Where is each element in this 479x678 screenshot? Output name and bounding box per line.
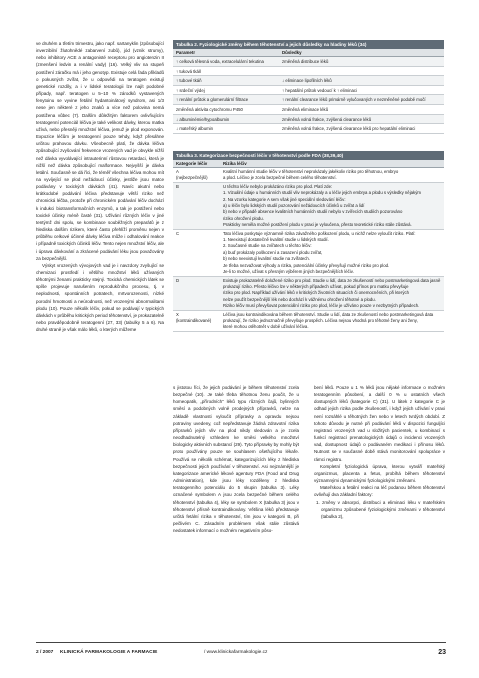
- table-row: [173, 183, 444, 230]
- risk-line: 2. Současné studie na zvířatech u těchto léčiv:: [223, 243, 312, 249]
- category-label: B: [176, 183, 179, 189]
- table-cell: změněná aktivita cytochromu P450: [176, 106, 243, 112]
- category-label: D: [176, 277, 180, 283]
- risk-line: Léčiva jsou kontraindikována během těhotenství. Studie u lidí, data ze zkušeností nebo postmarketingová data: [223, 311, 434, 317]
- footer-issue: 2 / 2007: [36, 650, 54, 655]
- risk-cell: [220, 277, 444, 310]
- risk-line: U těchto léčiv nebylo prokázáno riziko pro plod. Platí zde:: [223, 183, 333, 189]
- risk-line: 1. Vizuální údaje u humánních studií vliv neprokázaly a u léčiv jejich embrya a plodu s výsledky nějakým: [223, 190, 421, 196]
- risk-line: b) nebo neexistují kvalitní studie na zvířatech.: [223, 256, 310, 262]
- table-cell: ↓ mateřský albumin: [176, 126, 214, 132]
- risk-cell: [220, 311, 444, 331]
- right-paragraph-2: Kompletní fyziologická úprava, kterou vytváří mateřský organizmus, placenta a fetus, probíhá během těhotenství významnými dynamickými fyziologickými změnami.: [314, 463, 445, 484]
- table-row: [173, 86, 444, 96]
- footer-journal-title: KLINICKÁ FARMAKOLOGIE A FARMACIE: [60, 650, 158, 655]
- table-2-body: [173, 57, 444, 134]
- table-3-title: Tabulka 3. Kategorizace bezpečnosti léčiv v těhotenství podle FDA (38,39,40): [173, 151, 444, 160]
- table-2-physiological-changes: [173, 40, 444, 146]
- risk-line: Je-li to možné, užívat s přesným výběrem jiných bezpečnějších léčiv.: [223, 269, 354, 275]
- category-label: (kontraindikované): [176, 317, 212, 323]
- table-3-fda-categories: [173, 151, 444, 377]
- footer-website-link[interactable]: / www.klinickafarmakologie.cz: [204, 650, 268, 655]
- table-row: [173, 311, 444, 332]
- category-cell: [173, 168, 220, 182]
- table-2-header-consequences: Důsledky: [282, 50, 302, 55]
- table-cell: ↑ hepatální průtok vedoucí k ↑ eliminaci: [282, 87, 357, 93]
- table-2-header-parameter: Parametr: [176, 50, 196, 55]
- table-row: [173, 277, 444, 311]
- category-cell: [173, 230, 220, 276]
- table-row: [173, 168, 444, 183]
- risk-line: a) u léčiv bylo lidských studií pozorování nežádoucích účinků u zvířat a lidí: [223, 203, 365, 209]
- middle-text-column: [173, 384, 299, 632]
- risk-line: Existuje prokazatelně doložené riziko pro plod. Studie u lidí, data ze zkušeností nebo postmarketingová data jasně: [223, 277, 441, 283]
- risk-line: a plod. Léčivo je zcela bezpečné během celého těhotenství.: [223, 175, 337, 181]
- table-cell: ↑ renální clearance léků primárně vylučovaných v nezměněné podobě močí: [282, 97, 426, 103]
- table-cell: ↓ eliminace lipofilních léků: [282, 78, 332, 84]
- risk-line: nelze použít bezpečnější lék nebo dochází k vážnému ohrožení těhotné a plodu.: [223, 296, 376, 302]
- risk-line: prokazují riziko. Přesto léčivo lze v některých případech užívat, pokud přínos pro matku převyšuje: [223, 283, 409, 289]
- table-3-body: [173, 168, 444, 332]
- table-3-header: [173, 160, 444, 168]
- table-cell: ↑ renální průtok a glomerulární filtrace: [176, 97, 249, 103]
- table-row: [173, 124, 444, 134]
- table-cell: ↑ tuková tkáň: [176, 68, 202, 74]
- risk-cell: [220, 168, 444, 182]
- table-cell: změněná eliminace léků: [282, 106, 329, 112]
- category-cell: [173, 277, 220, 310]
- risk-cell: [220, 183, 444, 229]
- middle-paragraph-1: s jistotou říci, že jejich podávání je během těhotenství zcela bezpečné (10). Je také třeba těhotnou ženu poučit, že u homeopatik, „přírodních" léků typu různých čajů, bylinných směsí a podobných volně prodejných přípravků, nelze na základě vlastnosti vyloučit přípravky a opravdu nejsou potraviny uvedeny, což nepředstavuje žádná zdravotní rizika přípravků jejich vliv na plod nikdy sledován a je zcela neodhadnutelný vzhledem ke směsi velkého množství biologicky aktivních substancí (29). Tyto přípravky by mohly být proto používány pouze se souhlasem ošetřujícího lékaře. Používá se několik schémat, kategorizujících léky z hlediska bezpečnosti jejich používání v těhotenství. Asi nejznámější je kategorizace americké lékové agentury FDA (Food and Drug Administration), kde jsou léky rozděleny z hlediska teratogenního potenciálu do 5 skupin (tabulka 3). Léky označené symbolem A jsou zcela bezpečné během celého těhotenství (tabulka 4), léky se symbolem X (tabulka 3) jsou v těhotenství přísně kontraindikovány. Většina léků představuje určitá fetální rizika v těhotenství, tím jsou v kategorii B, při pečlivém C. Zásadním problémem však stále zůstává nedostatek informací o možném negativním pôso-: [173, 385, 299, 534]
- risk-line: které mohou otěhotnět v době užívání léčiva.: [223, 324, 309, 330]
- table-row: [173, 95, 444, 105]
- category-label: (nejbezpečnější): [176, 175, 208, 181]
- right-paragraph-1: bení léků. Pouze u 1 % léků jsou nějaké informace o možném teratogenním působení, a další 0 % u ostatních všech dostupných léků (kategorie C) (31). U látek z kategorie C je odhad jejich rizika podle zkušeností, i když jejich užívání v praxi není rozsáhlé u těhotných žen nebo v letech tvrdých období. Z tohoto důvodu je nutné při podávání léků v dispozici funguljíci registraci vrozených vad u složitých pacientek, u kombinací s funkcí registrací prenatologických údajů o incidenci vrozených vad, dostupnost údajů o podávaném medikaci i přínosu léků. Nutnost se v současné době stává monitorování spolupráce v rámci registru.: [314, 385, 445, 462]
- table-row: [173, 57, 444, 67]
- table-cell: ↑ celková tělesná voda, extracelulární tekutina: [176, 59, 264, 64]
- list-item: 1. změny v absorpci, distribuci a eliminaci léku v mateřském organizmu způsobené fyziologickými změnami v těhotenství (tabulka 2),: [316, 499, 445, 519]
- risk-line: riziko ohrožení plodu.: [223, 215, 264, 221]
- table-row: [173, 115, 444, 125]
- table-cell: [279, 67, 444, 76]
- left-paragraph-2: Výskyt vrozených vývojových vad je i navzdory zvyšující se chemizaci prostředí i většího množství léků užívaných těhotnými ženami prakticky stejný. Toxická chemických látek se spíše projevuje narušením reprodukčního procesu, tj. v neplodnosti, spontánních potratech, mrtvorozenosti, nízké porodní hmotnosti a neúrodnosti, než vrozenými abnormalitami plodu (10). Pouze několik léčiv, pokud se podávají v typických dávkách v průběhu kritických period těhotenství, je prokazatelně nebo pravděpodobně teratogenní (27, 33) (tabulky 5 a 6). Na druhé straně je však málo léků, o kterých můžeme: [36, 262, 164, 333]
- table-row: [173, 76, 444, 86]
- table-cell: změněná distribuce léků: [282, 59, 329, 64]
- table-row: [173, 67, 444, 77]
- risk-line: Kvalitní humánní studie léčiv v těhotenství neprokázaly jakékoliv riziko pro těhotnou, embryo: [223, 169, 399, 174]
- category-label: A: [176, 169, 179, 174]
- table-cell: ↓ albuminémie/hypoalbumin: [176, 116, 230, 122]
- category-label: C: [176, 230, 180, 236]
- footer-divider: [36, 642, 446, 643]
- category-cell: [173, 311, 220, 331]
- table-3-header-risks: Rizika léčiv: [223, 161, 247, 166]
- risk-line: b) nebo v případě absence kvalitních humánních studií nebylo v zvířecích studiích pozorováno: [223, 209, 403, 215]
- risk-line: 2. Na vzorku kategorie A sem však jiné speciální sledování léčiv:: [223, 196, 346, 202]
- table-cell: změněná volná frakce, zvýšená clearance léků pro hepatální eliminaci: [282, 126, 416, 132]
- page-footer: [36, 648, 446, 658]
- right-text-column: [314, 384, 445, 632]
- risk-line: Riziko léčiv musí převyšovat potenciální riziko pro plod, léčiv je užíváno pouze v nezbytných případech.: [223, 303, 420, 309]
- risk-line: riziko pro plod. Například užívání léků v kritických životních situacích či onemocněních, při kterých: [223, 290, 410, 296]
- left-paragraph-1: ve druhém a třetím trimestru, jako např. sartanyklin (způsobující inverzibilní žlutohnědé zabarvení zubů), jód (vznik strumy), nebo inhibitory ACE a antagonisté receptoru pro angiotenzin II (zmenšení ledvin a renální vady) (16). Velký vliv na stupeň postižení záračku má i jeho genotyp. Existuje celá řada přikladů o pokusných zvířat, že u odpovědi na teratogen existují genetické rozdíly, a i v lidské teratologii lze najít podobné případy, např. teratogen u 5–10 % zárodků vystavených fenytoinu se vyvine fetální hydantoinátový syndrom, asi 1/3 nese jen některé z jeho znaků a více než polovina nemá postižena vůbec (7). Dalším důležitým faktorem ovlivňujícím teratogenní potenciál léčiva je také velikost dávky, kterou matka užívá, nebo přesněji množství léčiva, jemuž je plod exponován. Expozice léčům je teratogenní pouze tehdy, když přesáhne určitou prahovou dávku. Všeobecně platí, že dávka léčiva způsobující zvyšování frekvence vrozených vad je obvykle nižší než dávka vyvolávající intrauterinní růstovou retardaci, která je nižší než dávka způsobující malformace. Nejvyšší je dávka letální. Současně se dá říci, že téměř všechna léčiva mohou mít na vyvíjející se plod nežádoucí účinky, jestliže jsou matce podávány v toxických dávkách (41). Navíc akutní nebo krátkodobé podávání léčiva představuje větší riziko než chronická léčba, protože při chronickém podávání léčiv dochází k indukci biotransformačních enzymů, a tak je postižení nebo toxické účinky méně časté (31). Užívání různých léčiv v jiné tentýmž dni spolu, se kombinace souběžných preparátů je z hlediska dalším rizikem, které často přehlíží proměnu nejen v průběhu celkové účinné dávky léčiva může i odhalování reakce i případně toxických účinků léčiv. Tento nejen množství léčiv, ale i úprava dávkování a zkrácené podávání léku jsou považovány za bezpečnější.: [36, 41, 164, 261]
- table-cell: ↑ tubové tkáň: [176, 78, 202, 84]
- category-cell: [173, 183, 220, 229]
- table-row: [173, 230, 444, 277]
- table-2-header: [173, 49, 444, 57]
- risk-cell: [220, 230, 444, 276]
- table-cell: změněná volná frakce, zvýšená clearance léků: [282, 116, 372, 122]
- risk-line: Tato léčiva poskytuje významně rizika závažného poškození plodu, u nichž nelze vyloučit riziko. Platí:: [223, 230, 416, 236]
- table-3-header-category: Kategorie léčiv: [176, 161, 208, 166]
- left-text-column: [36, 40, 164, 632]
- page-number: 23: [438, 649, 446, 656]
- risk-line: prokazují, že riziko jednoznačně převyšuje prospěch. Léčiva nejsou vhodná pro těhotné ženy ani ženy,: [223, 317, 418, 323]
- risk-line: Je třeba nezvažovat výhody a rizika, potenciální účinky převyšují možné riziko pro plod.: [223, 262, 390, 268]
- category-label: X: [176, 311, 179, 317]
- risk-line: Prakticky neměla možné postižení plodu v praxi je vyloučena, přesto teoretické riziko stále zůstává.: [223, 222, 412, 228]
- table-cell: ↑ srdeční výdej: [176, 87, 205, 93]
- table-2-title: Tabulka 2. Fyziologické změny během těhotenství a jejich důsledky na hladiny léků (34): [173, 40, 444, 49]
- risk-line: 1. Neexistují dostatečně kvalitní studie u lidských studií.: [223, 237, 329, 243]
- risk-line: a) buď prokázaly poškození a zasazení plodu zvířat,: [223, 249, 323, 255]
- table-row: [173, 105, 444, 115]
- right-paragraph-3: Mateřskou a fetální reakci na léč podanou během těhotenství ovlivňují dva základní faktory:: [314, 485, 445, 498]
